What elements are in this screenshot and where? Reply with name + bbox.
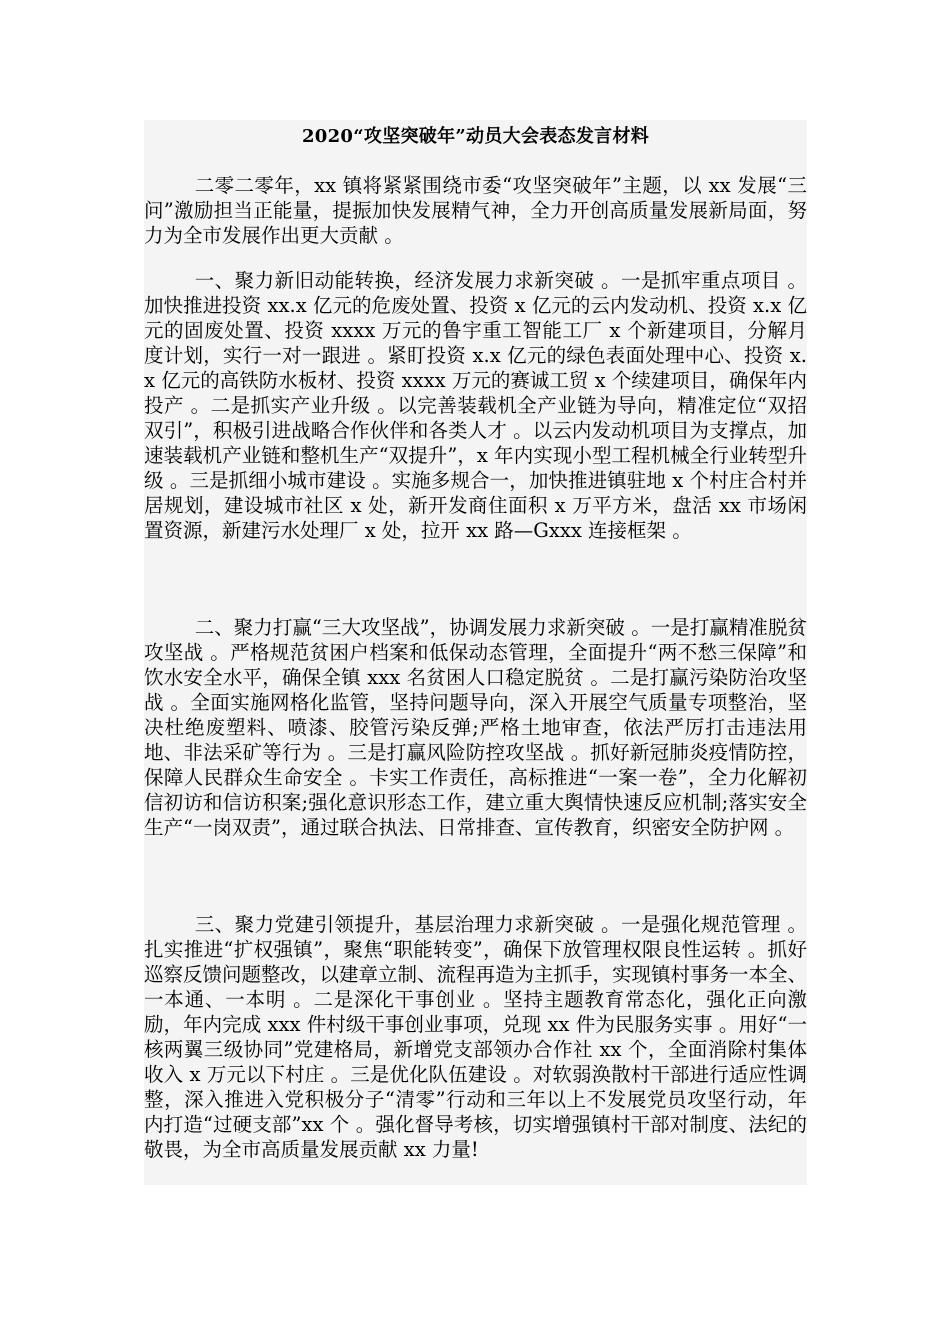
paragraph-section-two: 二、聚力打赢“三大攻坚战”，协调发展力求新突破 。一是打赢精准脱贫攻坚战 。严格规范贫困户档案和低保动态管理，全面提升“两不愁三保障”和饮水安全水平，确保全镇 xxx 名贫困人口稳定脱贫 。二是打赢污染防治攻坚战 。全面实施网格化监管，坚持问题导向，深入开展空气质量专项整治，坚决杜绝废塑料、喷漆、胶管污染反弹;严格土地审查，依法严厉打击违法用地、非法采矿等行为 。三是打赢风险防控攻坚战 。抓好新冠肺炎疫情防控，保障人民群众生命安全 。卡实工作责任，高标推进“一案一卷”，全力化解初信初访和信访积案;强化意识形态工作，建立重大舆情快速反应机制;落实安全生产“一岗双责”，通过联合执法、日常排查、宣传教育，织密安全防护网 。 bbox=[144, 616, 807, 839]
paragraph-intro: 二零二零年，xx 镇将紧紧围绕市委“攻坚突破年”主题，以 xx 发展“三问”激励担当正能量，提振加快发展精气神，全力开创高质量发展新局面，努力为全市发展作出更大贡献 。 bbox=[144, 174, 807, 247]
document-title: 2020“攻坚突破年”动员大会表态发言材料 bbox=[301, 126, 650, 147]
paragraph-section-one: 一、聚力新旧动能转换，经济发展力求新突破 。一是抓牢重点项目 。加快推进投资 xx.x 亿元的危废处置、投资 x 亿元的云内发动机、投资 x.x 亿元的固废处置、投资 xxxx 万元的鲁宇重工智能工厂 x 个新建项目，分解月度计划，实行一对一跟进 。紧盯投资 x.x 亿元的绿色表面处理中心、投资 x.x 亿元的高铁防水板材、投资 xxxx 万元的赛诚工贸 x 个续建项目，确保年内投产 。二是抓实产业升级 。以完善装载机全产业链为导向，精准定位“双招双引”，积极引进战略合作伙伴和各类人才 。以云内发动机项目为支撑点，加速装载机产业链和整机生产“双提升”，x 年内实现小型工程机械全行业转型升级 。三是抓细小城市建设 。实施多规合一，加快推进镇驻地 x 个村庄合村并居规划，建设城市社区 x 处，新开发商住面积 x 万平方米，盘活 xx 市场闲置资源，新建污水处理厂 x 处，拉开 xx 路—Gxxx 连接框架 。 bbox=[144, 269, 807, 542]
paragraph-section-three: 三、聚力党建引领提升，基层治理力求新突破 。一是强化规范管理 。扎实推进“扩权强镇”，聚焦“职能转变”，确保下放管理权限良性运转 。抓好巡察反馈问题整改，以建章立制、流程再造为主抓手，实现镇村事务一本全、一本通、一本明 。二是深化干事创业 。坚持主题教育常态化，强化正向激励，年内完成 xxx 件村级干事创业事项，兑现 xx 件为民服务实事 。用好“一核两翼三级协同”党建格局，新增党支部领办合作社 xx 个，全面消除村集体收入 x 万元以下村庄 。三是优化队伍建设 。对软弱涣散村干部进行适应性调整，深入推进入党积极分子“清零”行动和三年以上不发展党员攻坚行动，年内打造“过硬支部”xx 个 。强化督导考核，切实增强镇村干部对制度、法纪的敬畏，为全市高质量发展贡献 xx 力量! bbox=[144, 913, 808, 1161]
